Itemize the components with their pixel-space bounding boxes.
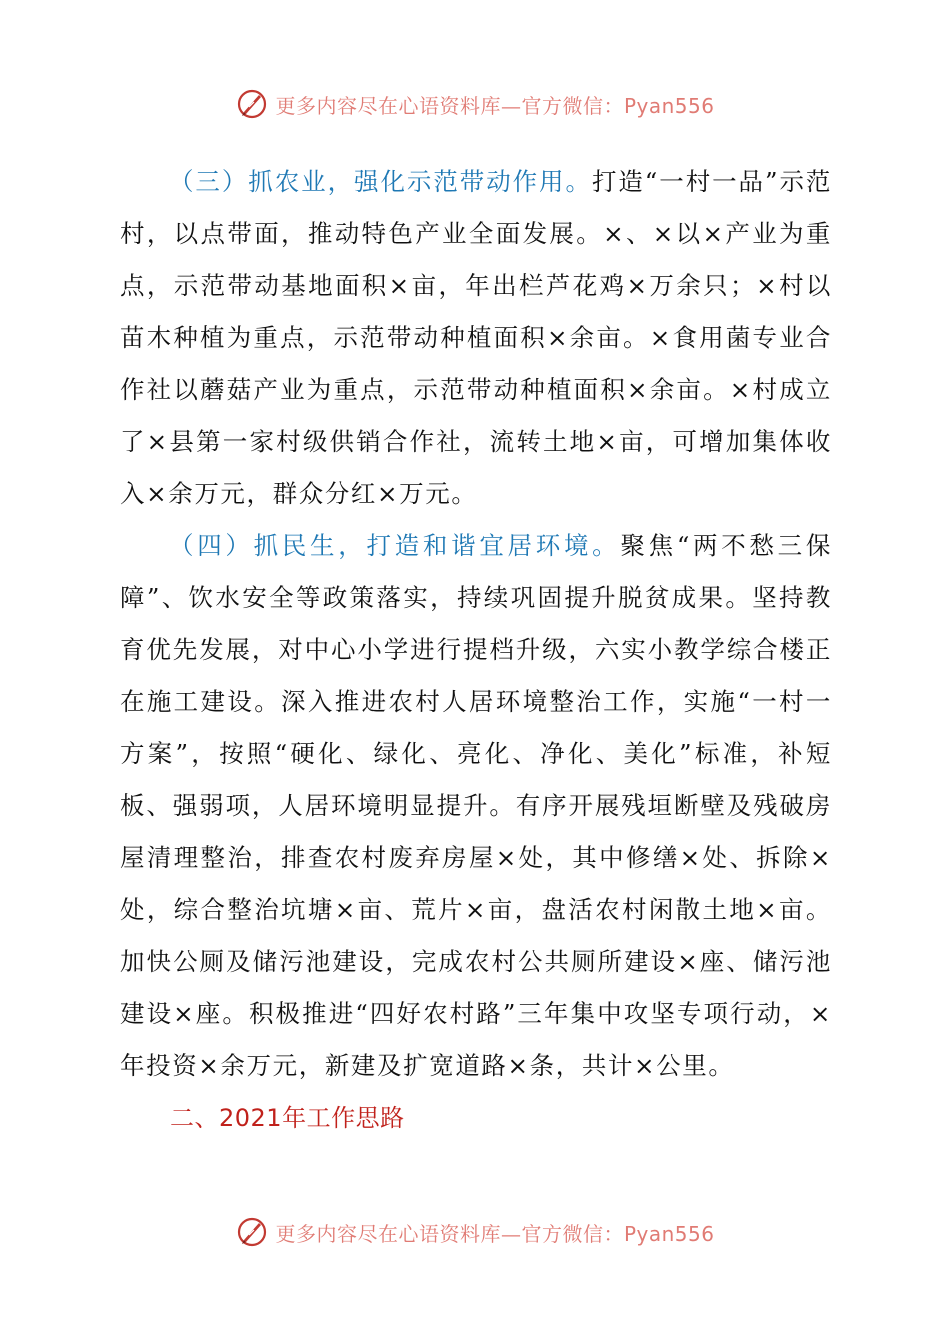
paragraph-lead: （三）抓农业，强化示范带动作用。 <box>169 167 592 196</box>
paragraph-agriculture <box>120 156 832 520</box>
paragraph-body: 聚焦“两不愁三保障”、饮水安全等政策落实，持续巩固提升脱贫成果。坚持教育优先发展，对中心小学进行提档升级，六实小教学综合楼正在施工建设。深入推进农村人居环境整治工作，实施“一村一方案”，按照“硬化、绿化、亮化、净化、美化”标准，补短板、强弱项，人居环境明显提升。有序开展残垣断壁及残破房屋清理整治，排查农村废弃房屋×处，其中修缮×处、拆除×处，综合整治坑塘×亩、荒片×亩，盘活农村闲散土地×亩。加快公厕及储污池建设，完成农村公共厕所建设×座、储污池建设×座。积极推进“四好农村路”三年集中攻坚专项行动，×年投资×余万元，新建及扩宽道路×条，共计×公里。 <box>120 531 832 1080</box>
quill-logo-icon <box>235 1215 269 1249</box>
watermark-text: 更多内容尽在心语资料库—官方微信：Pyan556 <box>275 93 715 118</box>
watermark-text: 更多内容尽在心语资料库—官方微信：Pyan556 <box>275 1221 715 1246</box>
footer-watermark <box>0 1212 950 1252</box>
document-body <box>120 156 832 1144</box>
paragraph-livelihood <box>120 520 832 1092</box>
paragraph-lead: （四）抓民生，打造和谐宜居环境。 <box>169 531 621 560</box>
section-heading: 二、2021年工作思路 <box>170 1104 405 1132</box>
quill-logo-icon <box>235 87 269 121</box>
paragraph-body: 打造“一村一品”示范村，以点带面，推动特色产业全面发展。×、×以×产业为重点，示范带动基地面积×亩，年出栏芦花鸡×万余只；×村以苗木种植为重点，示范带动种植面积×余亩。×食用菌专业合作社以蘑菇产业为重点，示范带动种植面积×余亩。×村成立了×县第一家村级供销合作社，流转土地×亩，可增加集体收入×余万元，群众分红×万元。 <box>120 167 832 508</box>
header-watermark <box>0 84 950 124</box>
